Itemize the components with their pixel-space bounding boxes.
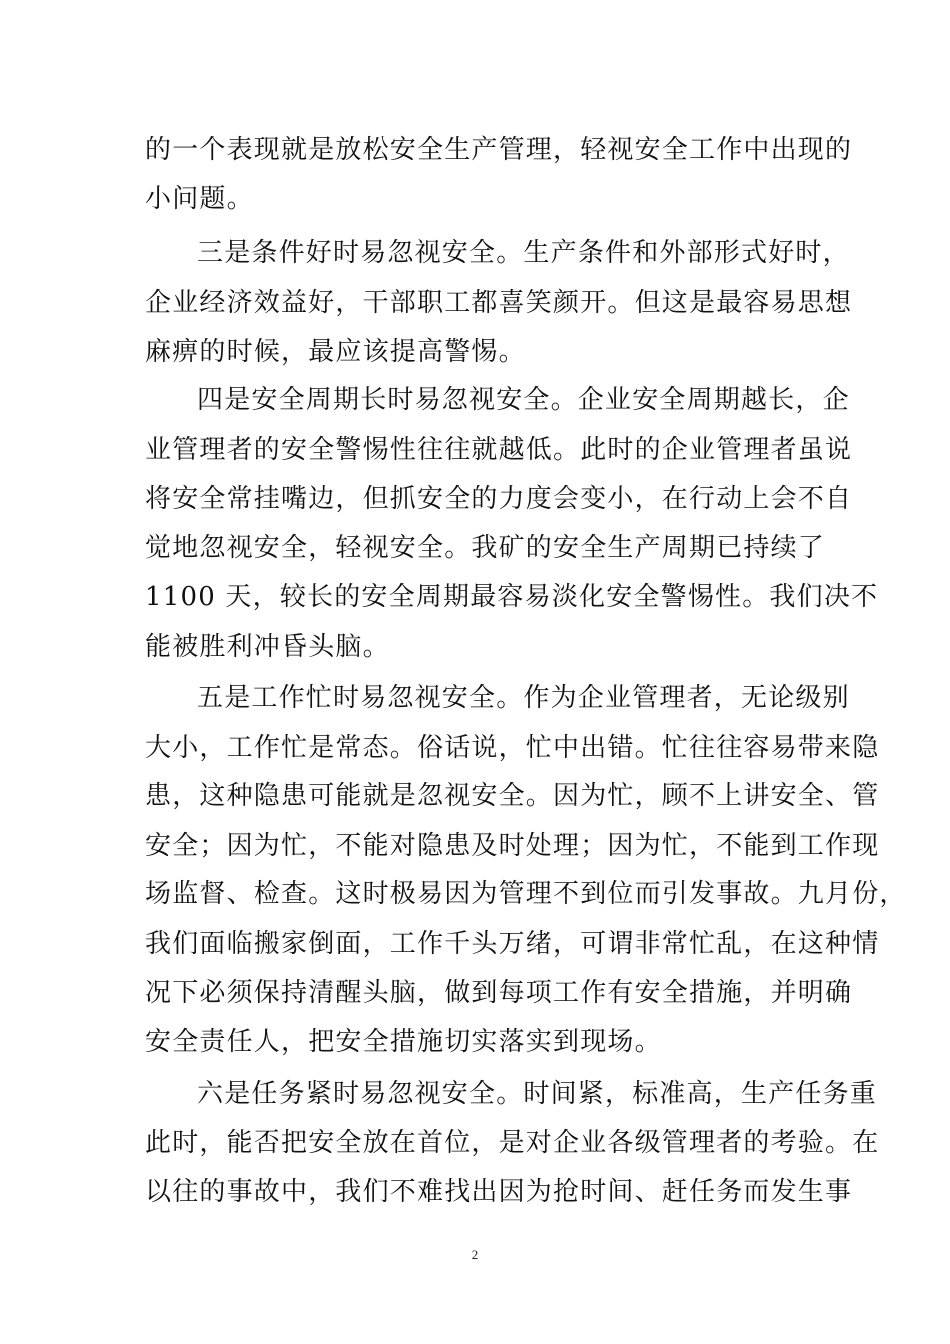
paragraph-start-line: 三是条件好时易忽视安全。生产条件和外部形式好时，	[197, 238, 850, 268]
text-line: 麻痹的时候，最应该提高警惕。	[145, 337, 526, 367]
text-line: 以往的事故中，我们不难找出因为抢时间、赶任务而发生事	[145, 1177, 853, 1207]
paragraph-start-line: 六是任务紧时易忽视安全。时间紧，标准高，生产任务重	[197, 1079, 878, 1109]
text-line: 能被胜利冲昏头脑。	[145, 632, 390, 662]
paragraph-start-line: 四是安全周期长时易忽视安全。企业安全周期越长，企	[197, 385, 850, 415]
text-line: 此时，能否把安全放在首位，是对企业各级管理者的考验。在	[145, 1128, 880, 1158]
text-line: 我们面临搬家倒面，工作千头万绪，可谓非常忙乱，在这种情	[145, 929, 880, 959]
text-line: 将安全常挂嘴边，但抓安全的力度会变小，在行动上会不自	[145, 484, 853, 514]
text-line: 1100 天，较长的安全周期最容易淡化安全警惕性。我们决不	[145, 582, 879, 612]
text-line: 安全责任人，把安全措施切实落实到现场。	[145, 1027, 662, 1057]
text-line: 业管理者的安全警惕性往往就越低。此时的企业管理者虽说	[145, 435, 853, 465]
text-line: 患，这种隐患可能就是忽视安全。因为忙，顾不上讲安全、管	[145, 781, 880, 811]
text-line: 况下必须保持清醒头脑，做到每项工作有安全措施，并明确	[145, 978, 853, 1008]
paragraph-start-line: 五是工作忙时易忽视安全。作为企业管理者，无论级别	[197, 683, 850, 713]
page-number: 2	[471, 1247, 479, 1262]
text-line: 安全；因为忙，不能对隐患及时处理；因为忙，不能到工作现	[145, 831, 880, 861]
text-line: 企业经济效益好，干部职工都喜笑颜开。但这是最容易思想	[145, 288, 853, 318]
text-line: 觉地忽视安全，轻视安全。我矿的安全生产周期已持续了	[145, 533, 826, 563]
text-line: 的一个表现就是放松安全生产管理，轻视安全工作中出现的	[145, 135, 853, 165]
text-line: 大小，工作忙是常态。俗话说，忙中出错。忙往往容易带来隐	[145, 733, 880, 763]
text-line: 小问题。	[145, 184, 254, 214]
text-line: 场监督、检查。这时极易因为管理不到位而引发事故。九月份，	[145, 879, 907, 909]
